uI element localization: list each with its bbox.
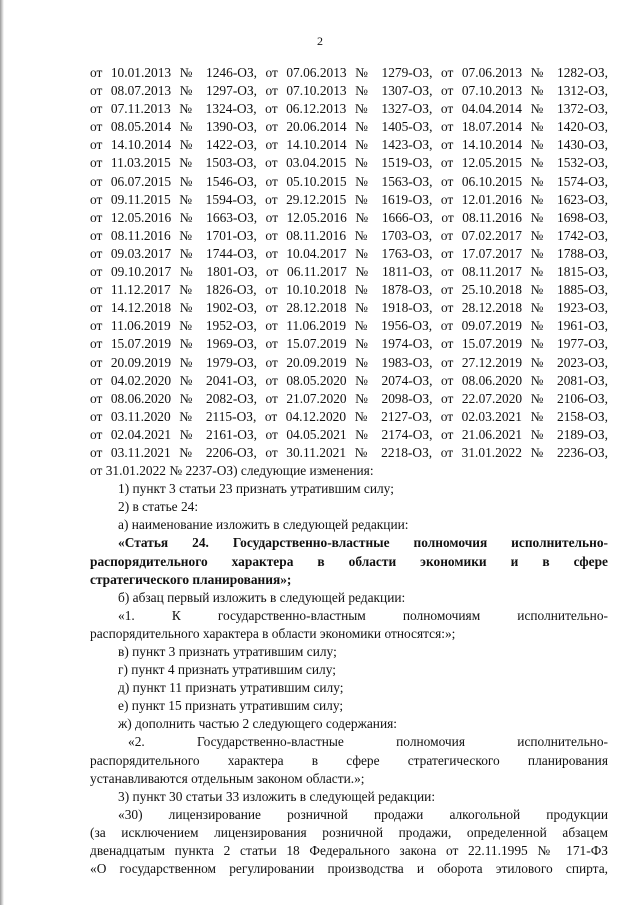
amendments-list-line: от 08.05.2014 № 1390-ОЗ, от 20.06.2014 № 1405-ОЗ, от 18.07.2014 № 1420-ОЗ, — [90, 119, 608, 135]
quoted-point-30-line-3: двенадцатым пункта 2 статьи 18 Федерального закона от 22.11.1995 № 171-ФЗ — [90, 843, 608, 859]
amendments-list-line: от 02.04.2021 № 2161-ОЗ, от 04.05.2021 № 2174-ОЗ, от 21.06.2021 № 2189-ОЗ, — [90, 426, 608, 442]
amendments-list-line: от 08.07.2013 № 1297-ОЗ, от 07.10.2013 № 1307-ОЗ, от 07.10.2013 № 1312-ОЗ, — [90, 83, 608, 99]
amendments-list-line: от 09.03.2017 № 1744-ОЗ, от 10.04.2017 № 1763-ОЗ, от 17.07.2017 № 1788-ОЗ, — [90, 245, 608, 261]
item-2a: а) наименование изложить в следующей редакции: — [118, 517, 409, 533]
item-2d: д) пункт 11 признать утратившим силу; — [118, 680, 344, 696]
scan-left-edge — [0, 0, 4, 905]
amendments-list-line: от 06.07.2015 № 1546-ОЗ, от 05.10.2015 № 1563-ОЗ, от 06.10.2015 № 1574-ОЗ, — [90, 173, 608, 189]
amendments-list-line: от 10.01.2013 № 1246-ОЗ, от 07.06.2013 № 1279-ОЗ, от 07.06.2013 № 1282-ОЗ, — [90, 65, 608, 80]
quoted-article-title-line-2: распорядительного характера в области экономики и в сфере — [90, 553, 608, 569]
amendments-list-line: от 03.11.2020 № 2115-ОЗ, от 04.12.2020 № 2127-ОЗ, от 02.03.2021 № 2158-ОЗ, — [90, 408, 608, 424]
quoted-part-2-line-3: устанавливаются отдельным законом области.»; — [90, 770, 365, 786]
item-1: 1) пункт 3 статьи 23 признать утратившим силу; — [118, 481, 394, 497]
item-2b: б) абзац первый изложить в следующей редакции: — [118, 589, 406, 605]
item-2: 2) в статье 24: — [118, 499, 199, 515]
page-number: 2 — [317, 34, 323, 48]
amendments-list-line: от 14.10.2014 № 1422-ОЗ, от 14.10.2014 № 1423-ОЗ, от 14.10.2014 № 1430-ОЗ, — [90, 137, 608, 153]
quoted-part-2-line-2: распорядительного характера в сфере стратегического планирования — [90, 752, 608, 768]
amendments-list-line: от 31.01.2022 № 2237-ОЗ) следующие изменения: — [90, 463, 374, 479]
quoted-part-2-line-1: «2. Государственно-властные полномочия исполнительно- — [128, 734, 608, 750]
amendments-list-line: от 14.12.2018 № 1902-ОЗ, от 28.12.2018 № 1918-ОЗ, от 28.12.2018 № 1923-ОЗ, — [90, 300, 608, 316]
amendments-list-line: от 04.02.2020 № 2041-ОЗ, от 08.05.2020 № 2074-ОЗ, от 08.06.2020 № 2081-ОЗ, — [90, 372, 608, 388]
amendments-list-line: от 09.10.2017 № 1801-ОЗ, от 06.11.2017 № 1811-ОЗ, от 08.11.2017 № 1815-ОЗ, — [90, 264, 608, 280]
item-2g: г) пункт 4 признать утратившим силу; — [118, 662, 336, 678]
amendments-list-line: от 11.03.2015 № 1503-ОЗ, от 03.04.2015 № 1519-ОЗ, от 12.05.2015 № 1532-ОЗ, — [90, 155, 608, 171]
amendments-list-line: от 12.05.2016 № 1663-ОЗ, от 12.05.2016 № 1666-ОЗ, от 08.11.2016 № 1698-ОЗ, — [90, 209, 608, 225]
quoted-paragraph-1-line-1: «1. К государственно-властным полномочиям исполнительно- — [118, 607, 608, 623]
amendments-list-line: от 11.06.2019 № 1952-ОЗ, от 11.06.2019 № 1956-ОЗ, от 09.07.2019 № 1961-ОЗ, — [90, 318, 608, 334]
quoted-point-30-line-2: (за исключением лицензирования розничной продажи, определенной абзацем — [90, 824, 608, 840]
quoted-article-title-line-3: стратегического планирования»; — [90, 571, 292, 587]
item-2zh: ж) дополнить частью 2 следующего содержания: — [118, 716, 398, 732]
amendments-list-line: от 09.11.2015 № 1594-ОЗ, от 29.12.2015 № 1619-ОЗ, от 12.01.2016 № 1623-ОЗ, — [90, 191, 608, 207]
amendments-list-line: от 08.11.2016 № 1701-ОЗ, от 08.11.2016 № 1703-ОЗ, от 07.02.2017 № 1742-ОЗ, — [90, 227, 608, 243]
amendments-list-line: от 03.11.2021 № 2206-ОЗ, от 30.11.2021 № 2218-ОЗ, от 31.01.2022 № 2236-ОЗ, — [90, 444, 608, 460]
quoted-point-30-line-1: «30) лицензирование розничной продажи алкогольной продукции — [118, 806, 608, 822]
amendments-list-line: от 15.07.2019 № 1969-ОЗ, от 15.07.2019 № 1974-ОЗ, от 15.07.2019 № 1977-ОЗ, — [90, 336, 608, 352]
amendments-list-line: от 11.12.2017 № 1826-ОЗ, от 10.10.2018 № 1878-ОЗ, от 25.10.2018 № 1885-ОЗ, — [90, 282, 608, 298]
item-2e: е) пункт 15 признать утратившим силу; — [118, 698, 344, 714]
item-3: 3) пункт 30 статьи 33 изложить в следующей редакции: — [118, 788, 436, 804]
amendments-list-line: от 08.06.2020 № 2082-ОЗ, от 21.07.2020 № 2098-ОЗ, от 22.07.2020 № 2106-ОЗ, — [90, 390, 608, 406]
quoted-article-title-line-1: «Статья 24. Государственно-властные полномочия исполнительно- — [118, 535, 608, 551]
quoted-point-30-line-4: «О государственном регулировании производства и оборота этилового спирта, — [90, 861, 608, 877]
document-body — [90, 64, 608, 878]
quoted-paragraph-1-line-2: распорядительного характера в области экономики относятся:»; — [90, 625, 456, 641]
amendments-list-line: от 07.11.2013 № 1324-ОЗ, от 06.12.2013 № 1327-ОЗ, от 04.04.2014 № 1372-ОЗ, — [90, 101, 608, 117]
amendments-list — [90, 64, 608, 480]
item-2v: в) пункт 3 признать утратившим силу; — [118, 644, 337, 659]
amendments-list-line: от 20.09.2019 № 1979-ОЗ, от 20.09.2019 № 1983-ОЗ, от 27.12.2019 № 2023-ОЗ, — [90, 354, 608, 370]
